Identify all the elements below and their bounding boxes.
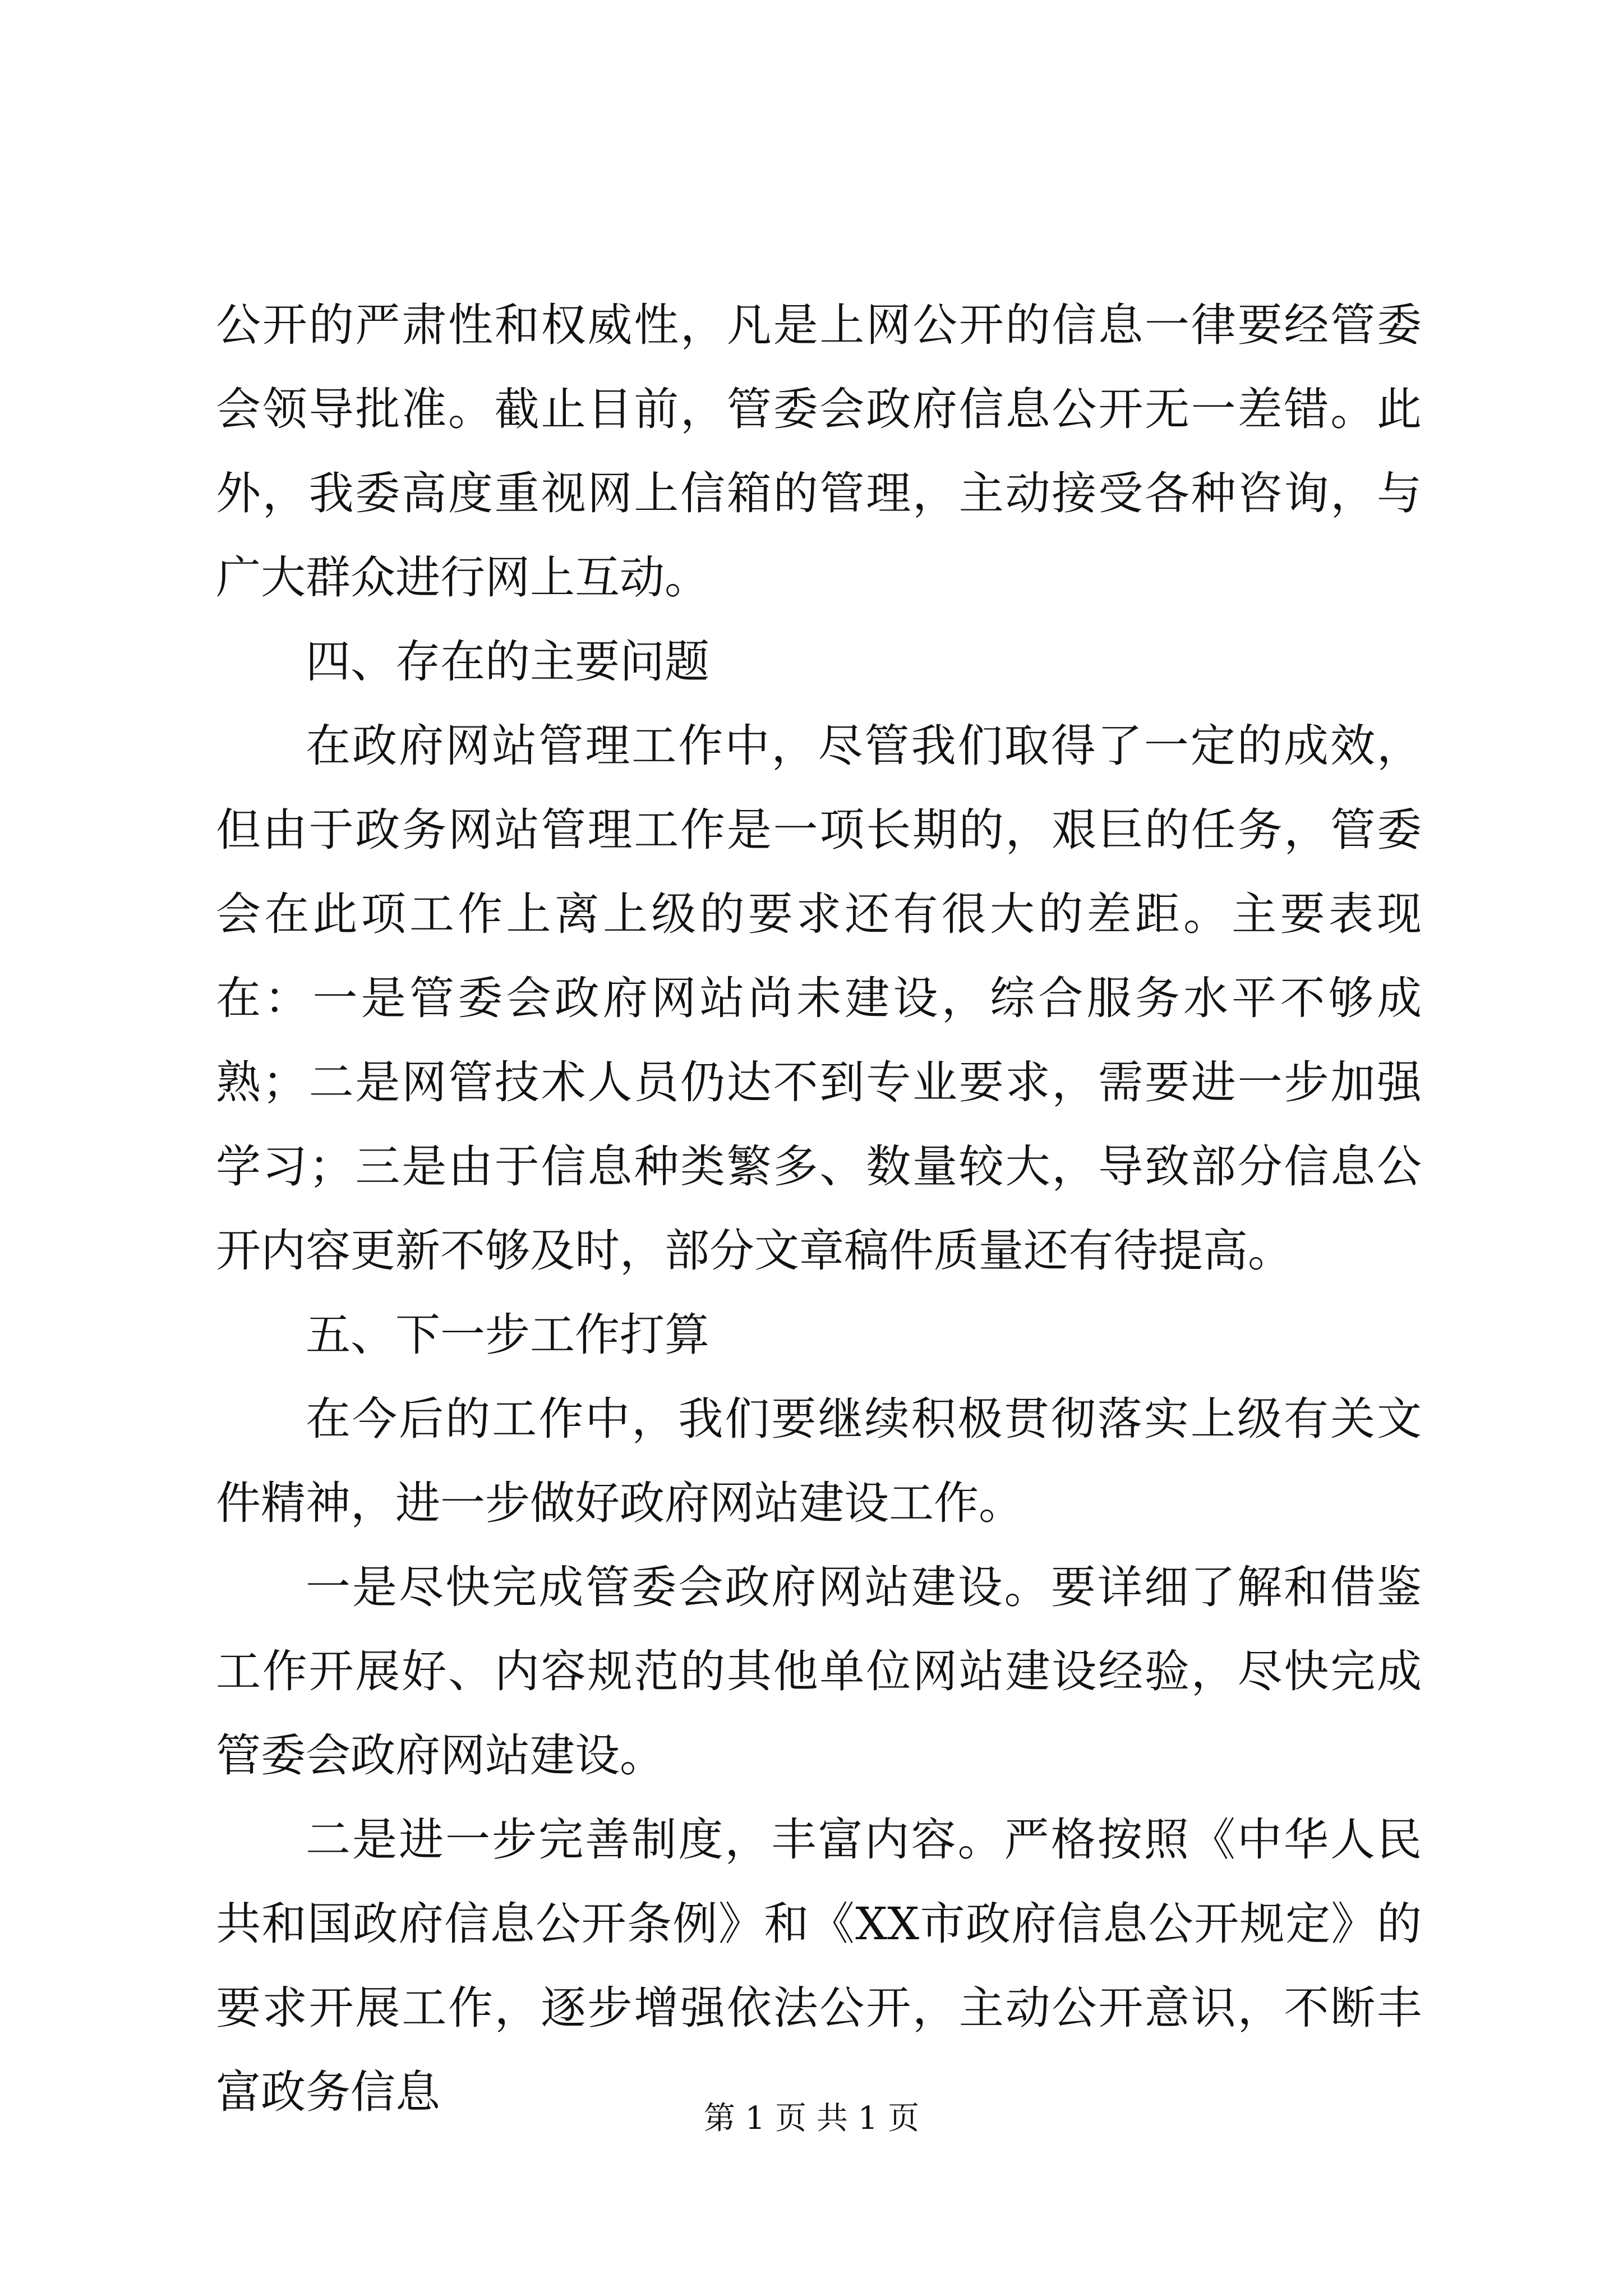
- paragraph-continuation: 公开的严肃性和权威性，凡是上网公开的信息一律要经管委会领导批准。截止目前，管委会政府信息公开无一差错。此外，我委高度重视网上信箱的管理，主动接受各种咨询，与广大群众进行网上互动。: [216, 299, 1422, 604]
- document-body: [216, 283, 1422, 2134]
- paragraph-item-two: 二是进一步完善制度，丰富内容。严格按照《中华人民共和国政府信息公开条例》和《XX市政府信息公开规定》的要求开展工作，逐步增强依法公开，主动公开意识，不断丰富政务信息: [216, 1814, 1422, 2118]
- section-heading-next-steps: 五、下一步工作打算: [306, 1309, 709, 1361]
- page-number-footer: 第 1 页 共 1 页: [703, 2100, 920, 2137]
- section-heading-problems: 四、存在的主要问题: [306, 636, 709, 688]
- paragraph-next-steps-intro: 在今后的工作中，我们要继续积极贯彻落实上级有关文件精神，进一步做好政府网站建设工作。: [216, 1393, 1422, 1529]
- paragraph-problems: 在政府网站管理工作中，尽管我们取得了一定的成效，但由于政务网站管理工作是一项长期的，艰巨的任务，管委会在此项工作上离上级的要求还有很大的差距。主要表现在：一是管委会政府网站尚未建设，综合服务水平不够成熟；二是网管技术人员仍达不到专业要求，需要进一步加强学习；三是由于信息种类繁多、数量较大，导致部分信息公开内容更新不够及时，部分文章稿件质量还有待提高。: [216, 720, 1422, 1277]
- paragraph-item-one: 一是尽快完成管委会政府网站建设。要详细了解和借鉴工作开展好、内容规范的其他单位网站建设经验，尽快完成管委会政府网站建设。: [216, 1561, 1422, 1782]
